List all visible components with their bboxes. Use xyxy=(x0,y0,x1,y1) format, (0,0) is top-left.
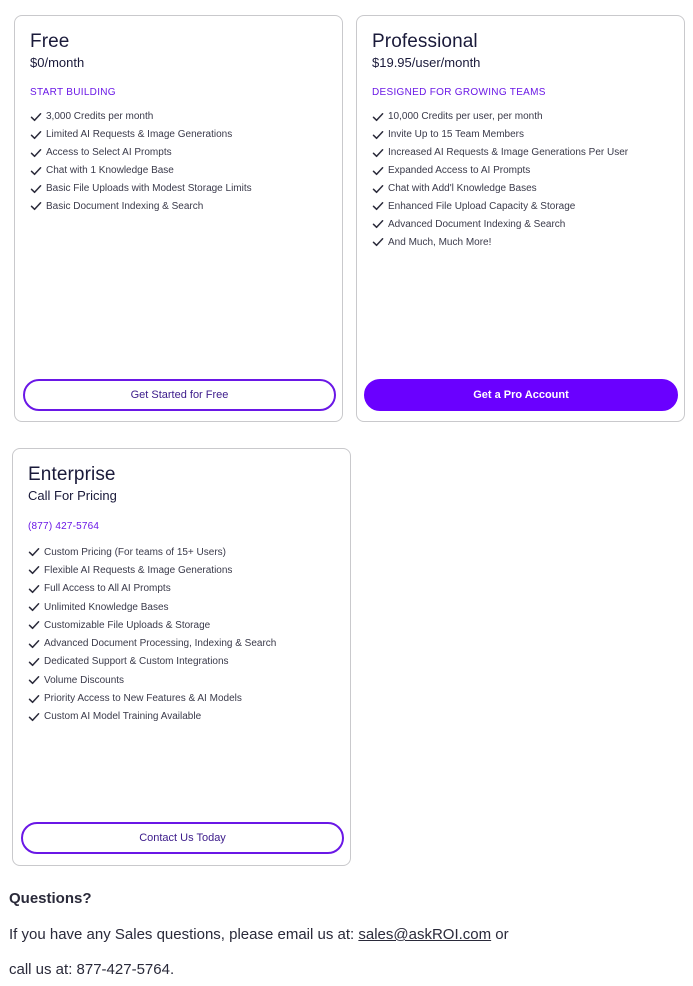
feature-item xyxy=(372,144,628,162)
contact-line-email xyxy=(9,926,509,943)
plan-name: Professional xyxy=(372,31,478,52)
plan-price: Call For Pricing xyxy=(28,488,117,503)
feature-list xyxy=(28,543,276,726)
feature-list xyxy=(372,108,628,251)
contact-us-button[interactable]: Contact Us Today xyxy=(21,822,344,854)
enterprise-phone: (877) 427-5764 xyxy=(28,521,100,532)
feature-item xyxy=(28,580,276,598)
check-icon xyxy=(28,564,40,576)
plan-card-professional xyxy=(356,15,685,422)
feature-item xyxy=(372,215,628,233)
feature-item xyxy=(28,598,276,616)
plan-name: Free xyxy=(30,31,70,52)
plan-price: $19.95/user/month xyxy=(372,55,481,70)
feature-text: Volume Discounts xyxy=(44,674,125,686)
sales-email-link[interactable]: sales@askROI.com xyxy=(358,926,492,943)
feature-text: Enhanced File Upload Capacity & Storage xyxy=(388,200,576,212)
feature-text: Basic Document Indexing & Search xyxy=(46,200,204,212)
check-icon xyxy=(30,200,42,212)
check-icon xyxy=(28,711,40,723)
contact-text-suffix: or xyxy=(491,926,509,943)
feature-text: Customizable File Uploads & Storage xyxy=(44,619,211,631)
plan-tagline: START BUILDING xyxy=(30,87,116,98)
feature-item xyxy=(28,616,276,634)
feature-text: And Much, Much More! xyxy=(388,236,492,248)
feature-text: Access to Select AI Prompts xyxy=(46,147,172,159)
feature-text: Invite Up to 15 Team Members xyxy=(388,129,524,141)
feature-text: Chat with Add'l Knowledge Bases xyxy=(388,183,537,194)
contact-line-phone: call us at: 877-427-5764. xyxy=(9,961,175,978)
contact-text: If you have any Sales questions, please email us at: xyxy=(9,926,359,943)
check-icon xyxy=(30,129,42,141)
check-icon xyxy=(30,183,42,195)
check-icon xyxy=(30,111,42,123)
questions-heading: Questions? xyxy=(9,890,92,907)
check-icon xyxy=(372,183,384,195)
plan-card-enterprise xyxy=(12,448,351,866)
feature-item xyxy=(28,689,276,707)
feature-text: Advanced Document Processing, Indexing & Search xyxy=(44,638,277,650)
feature-text: Custom Pricing (For teams of 15+ Users) xyxy=(44,546,226,558)
feature-text: Limited AI Requests & Image Generations xyxy=(46,129,233,141)
check-icon xyxy=(372,147,384,159)
plan-price: $0/month xyxy=(30,55,85,70)
feature-item xyxy=(372,108,628,126)
check-icon xyxy=(28,656,40,668)
feature-item xyxy=(30,108,252,126)
check-icon xyxy=(28,583,40,595)
feature-text: Increased AI Requests & Image Generations Per User xyxy=(388,147,629,159)
feature-item xyxy=(30,126,252,144)
feature-item xyxy=(372,180,628,198)
get-started-free-button[interactable]: Get Started for Free xyxy=(23,379,336,411)
feature-text: Dedicated Support & Custom Integrations xyxy=(44,656,229,668)
feature-item xyxy=(28,561,276,579)
feature-item xyxy=(30,144,252,162)
feature-item xyxy=(28,543,276,561)
feature-item xyxy=(30,180,252,198)
feature-item xyxy=(28,671,276,689)
get-pro-account-button[interactable]: Get a Pro Account xyxy=(364,379,678,411)
feature-item xyxy=(372,162,628,180)
feature-text: Priority Access to New Features & AI Models xyxy=(44,693,242,705)
check-icon xyxy=(372,200,384,212)
feature-text: 10,000 Credits per user, per month xyxy=(388,111,543,123)
plan-tagline: DESIGNED FOR GROWING TEAMS xyxy=(372,87,546,98)
feature-item xyxy=(372,233,628,251)
feature-text: Advanced Document Indexing & Search xyxy=(388,218,566,230)
feature-item xyxy=(30,162,252,180)
feature-text: Custom AI Model Training Available xyxy=(44,711,202,723)
plan-name: Enterprise xyxy=(28,464,116,485)
feature-text: Expanded Access to AI Prompts xyxy=(388,165,531,177)
feature-text: Basic File Uploads with Modest Storage Limits xyxy=(46,183,252,194)
check-icon xyxy=(372,236,384,248)
plan-card-free xyxy=(14,15,343,422)
feature-item xyxy=(372,126,628,144)
feature-item xyxy=(28,634,276,652)
check-icon xyxy=(28,638,40,650)
feature-item xyxy=(30,197,252,215)
check-icon xyxy=(28,546,40,558)
check-icon xyxy=(372,111,384,123)
feature-text: Chat with 1 Knowledge Base xyxy=(46,165,174,177)
feature-list xyxy=(30,108,252,215)
check-icon xyxy=(372,165,384,177)
feature-item xyxy=(28,653,276,671)
check-icon xyxy=(30,147,42,159)
check-icon xyxy=(372,218,384,230)
feature-text: Unlimited Knowledge Bases xyxy=(44,601,169,613)
check-icon xyxy=(28,601,40,613)
feature-item xyxy=(28,708,276,726)
check-icon xyxy=(372,129,384,141)
check-icon xyxy=(28,619,40,631)
check-icon xyxy=(30,165,42,177)
feature-text: Full Access to All AI Prompts xyxy=(44,583,171,595)
check-icon xyxy=(28,693,40,705)
feature-text: Flexible AI Requests & Image Generations xyxy=(44,564,233,576)
feature-item xyxy=(372,197,628,215)
feature-text: 3,000 Credits per month xyxy=(46,111,154,123)
check-icon xyxy=(28,674,40,686)
